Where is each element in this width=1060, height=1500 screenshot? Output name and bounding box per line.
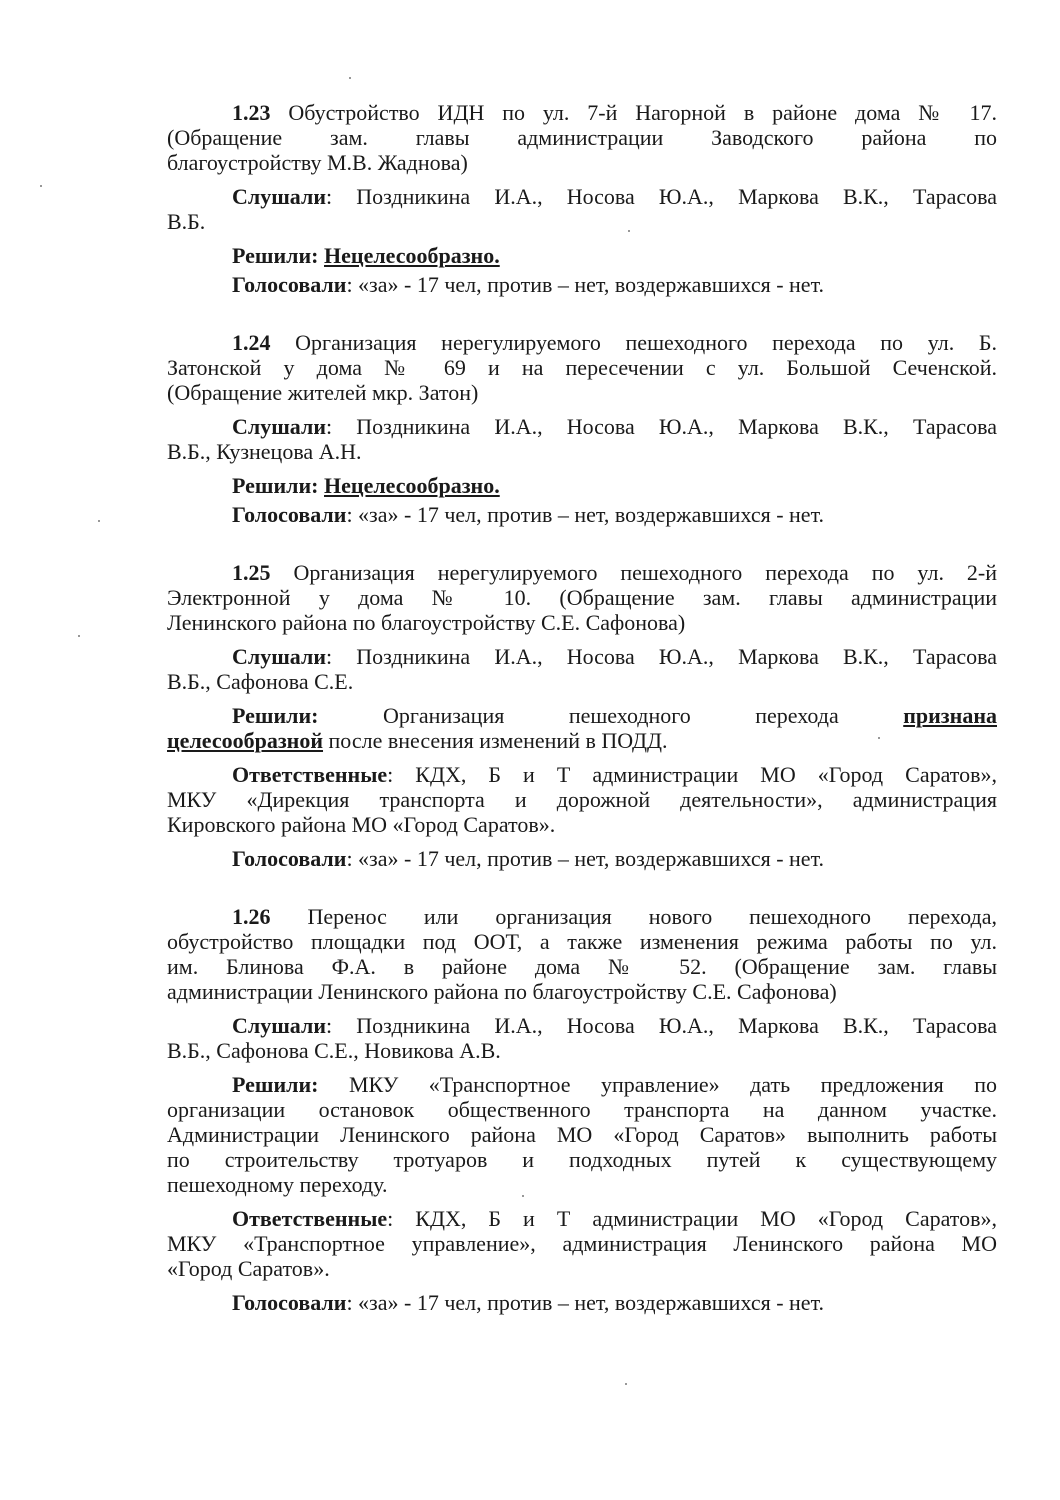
item-title-line: им. Блинова Ф.А. в районе дома № 52. (Обращение зам. главы <box>167 954 997 979</box>
decided-line <box>167 473 997 498</box>
responsible-label: Ответственные <box>232 1206 388 1231</box>
decided-text: Нецелесообразно. <box>324 473 500 498</box>
item-title-line <box>167 904 997 929</box>
responsible-line: МКУ «Транспортное управление», администрация Ленинского района МО <box>167 1231 997 1256</box>
voted-line <box>167 846 997 871</box>
agenda-item <box>167 100 997 297</box>
voted-text: : «за» - 17 чел, против – нет, воздержавшихся - нет. <box>346 1290 825 1315</box>
listened-label: Слушали <box>232 184 327 209</box>
listened-line <box>167 644 997 669</box>
listened-text: : Поздникина И.А., Носова Ю.А., Маркова В.К., Тарасова <box>326 644 997 669</box>
responsible-text: : КДХ, Б и Т администрации МО «Город Саратов», <box>387 1206 997 1231</box>
voted-label: Голосовали <box>232 502 347 527</box>
responsible-line: «Город Саратов». <box>167 1256 330 1281</box>
voted-line <box>167 1290 997 1315</box>
item-title: Перенос или организация нового пешеходного перехода, <box>307 904 997 929</box>
listened-line: В.Б. <box>167 209 206 234</box>
voted-label: Голосовали <box>232 272 347 297</box>
decided-line <box>167 703 997 728</box>
item-title: Обустройство ИДН по ул. 7-й Нагорной в районе дома № 17. <box>288 100 998 125</box>
scan-speck <box>625 1383 627 1385</box>
item-title-line: Ленинского района по благоустройству С.Е. Сафонова) <box>167 610 686 635</box>
item-title-line: (Обращение жителей мкр. Затон) <box>167 380 479 405</box>
item-title-line: обустройство площадки под ООТ, а также изменения режима работы по ул. <box>167 929 997 954</box>
decided-text: после внесения изменений в ПОДД. <box>323 728 668 753</box>
listened-line <box>167 414 997 439</box>
listened-line: В.Б., Сафонова С.Е. <box>167 669 354 694</box>
decided-text: Организация пешеходного перехода <box>383 703 839 728</box>
listened-line <box>167 1013 997 1038</box>
agenda-item <box>167 330 997 527</box>
voted-text: : «за» - 17 чел, против – нет, воздержавшихся - нет. <box>346 272 825 297</box>
decided-line: организации остановок общественного транспорта на данном участке. <box>167 1097 997 1122</box>
decided-line: по строительству тротуаров и подходных путей к существующему <box>167 1147 997 1172</box>
listened-line: В.Б., Сафонова С.Е., Новикова А.В. <box>167 1038 501 1063</box>
item-title-line: Электронной у дома № 10. (Обращение зам. главы администрации <box>167 585 997 610</box>
listened-label: Слушали <box>232 644 327 669</box>
listened-line <box>167 184 997 209</box>
decided-line <box>167 243 997 268</box>
document-page <box>167 100 997 1315</box>
responsible-text: : КДХ, Б и Т администрации МО «Город Саратов», <box>387 762 997 787</box>
voted-line <box>167 502 997 527</box>
item-number: 1.23 <box>232 100 271 125</box>
listened-text: : Поздникина И.А., Носова Ю.А., Маркова В.К., Тарасова <box>326 414 997 439</box>
responsible-line <box>167 762 997 787</box>
scan-speck <box>98 520 100 522</box>
item-title-line <box>167 560 997 585</box>
item-title: Организация нерегулируемого пешеходного перехода по ул. 2-й <box>293 560 997 585</box>
responsible-line <box>167 1206 997 1231</box>
voted-text: : «за» - 17 чел, против – нет, воздержавшихся - нет. <box>346 502 825 527</box>
item-title-line <box>167 100 997 125</box>
item-title-line <box>167 330 997 355</box>
voted-line <box>167 272 997 297</box>
voted-label: Голосовали <box>232 846 347 871</box>
decided-emphasis: целесообразной <box>167 728 324 753</box>
decided-label: Решили: <box>232 703 319 728</box>
scan-speck <box>349 77 351 79</box>
item-number: 1.25 <box>232 560 271 585</box>
decided-text: Нецелесообразно. <box>324 243 500 268</box>
item-title-line: администрации Ленинского района по благоустройству С.Е. Сафонова) <box>167 979 837 1004</box>
agenda-item <box>167 560 997 871</box>
decided-line: Администрации Ленинского района МО «Город Саратов» выполнить работы <box>167 1122 997 1147</box>
decided-text: МКУ «Транспортное управление» дать предложения по <box>318 1072 997 1097</box>
decided-label: Решили: <box>232 1072 319 1097</box>
item-title-line: Затонской у дома № 69 и на пересечении с ул. Большой Сеченской. <box>167 355 997 380</box>
responsible-line: МКУ «Дирекция транспорта и дорожной деятельности», администрация <box>167 787 997 812</box>
decided-line <box>167 1072 997 1097</box>
decided-label: Решили: <box>232 473 319 498</box>
decided-line <box>167 728 997 753</box>
item-title-line: благоустройству М.В. Жаднова) <box>167 150 468 175</box>
item-number: 1.24 <box>232 330 271 355</box>
decided-emphasis: признана <box>903 703 997 728</box>
voted-label: Голосовали <box>232 1290 347 1315</box>
item-title-line: (Обращение зам. главы администрации Заводского района по <box>167 125 997 150</box>
listened-line: В.Б., Кузнецова А.Н. <box>167 439 362 464</box>
item-number: 1.26 <box>232 904 271 929</box>
listened-text: : Поздникина И.А., Носова Ю.А., Маркова В.К., Тарасова <box>326 1013 997 1038</box>
decided-line: пешеходному переходу. <box>167 1172 388 1197</box>
scan-speck <box>40 185 42 187</box>
responsible-label: Ответственные <box>232 762 388 787</box>
item-title: Организация нерегулируемого пешеходного перехода по ул. Б. <box>295 330 998 355</box>
agenda-item <box>167 904 997 1315</box>
listened-label: Слушали <box>232 414 327 439</box>
listened-text: : Поздникина И.А., Носова Ю.А., Маркова В.К., Тарасова <box>326 184 997 209</box>
responsible-line: Кировского района МО «Город Саратов». <box>167 812 556 837</box>
listened-label: Слушали <box>232 1013 327 1038</box>
scan-speck <box>78 635 80 637</box>
voted-text: : «за» - 17 чел, против – нет, воздержавшихся - нет. <box>346 846 825 871</box>
decided-label: Решили: <box>232 243 319 268</box>
